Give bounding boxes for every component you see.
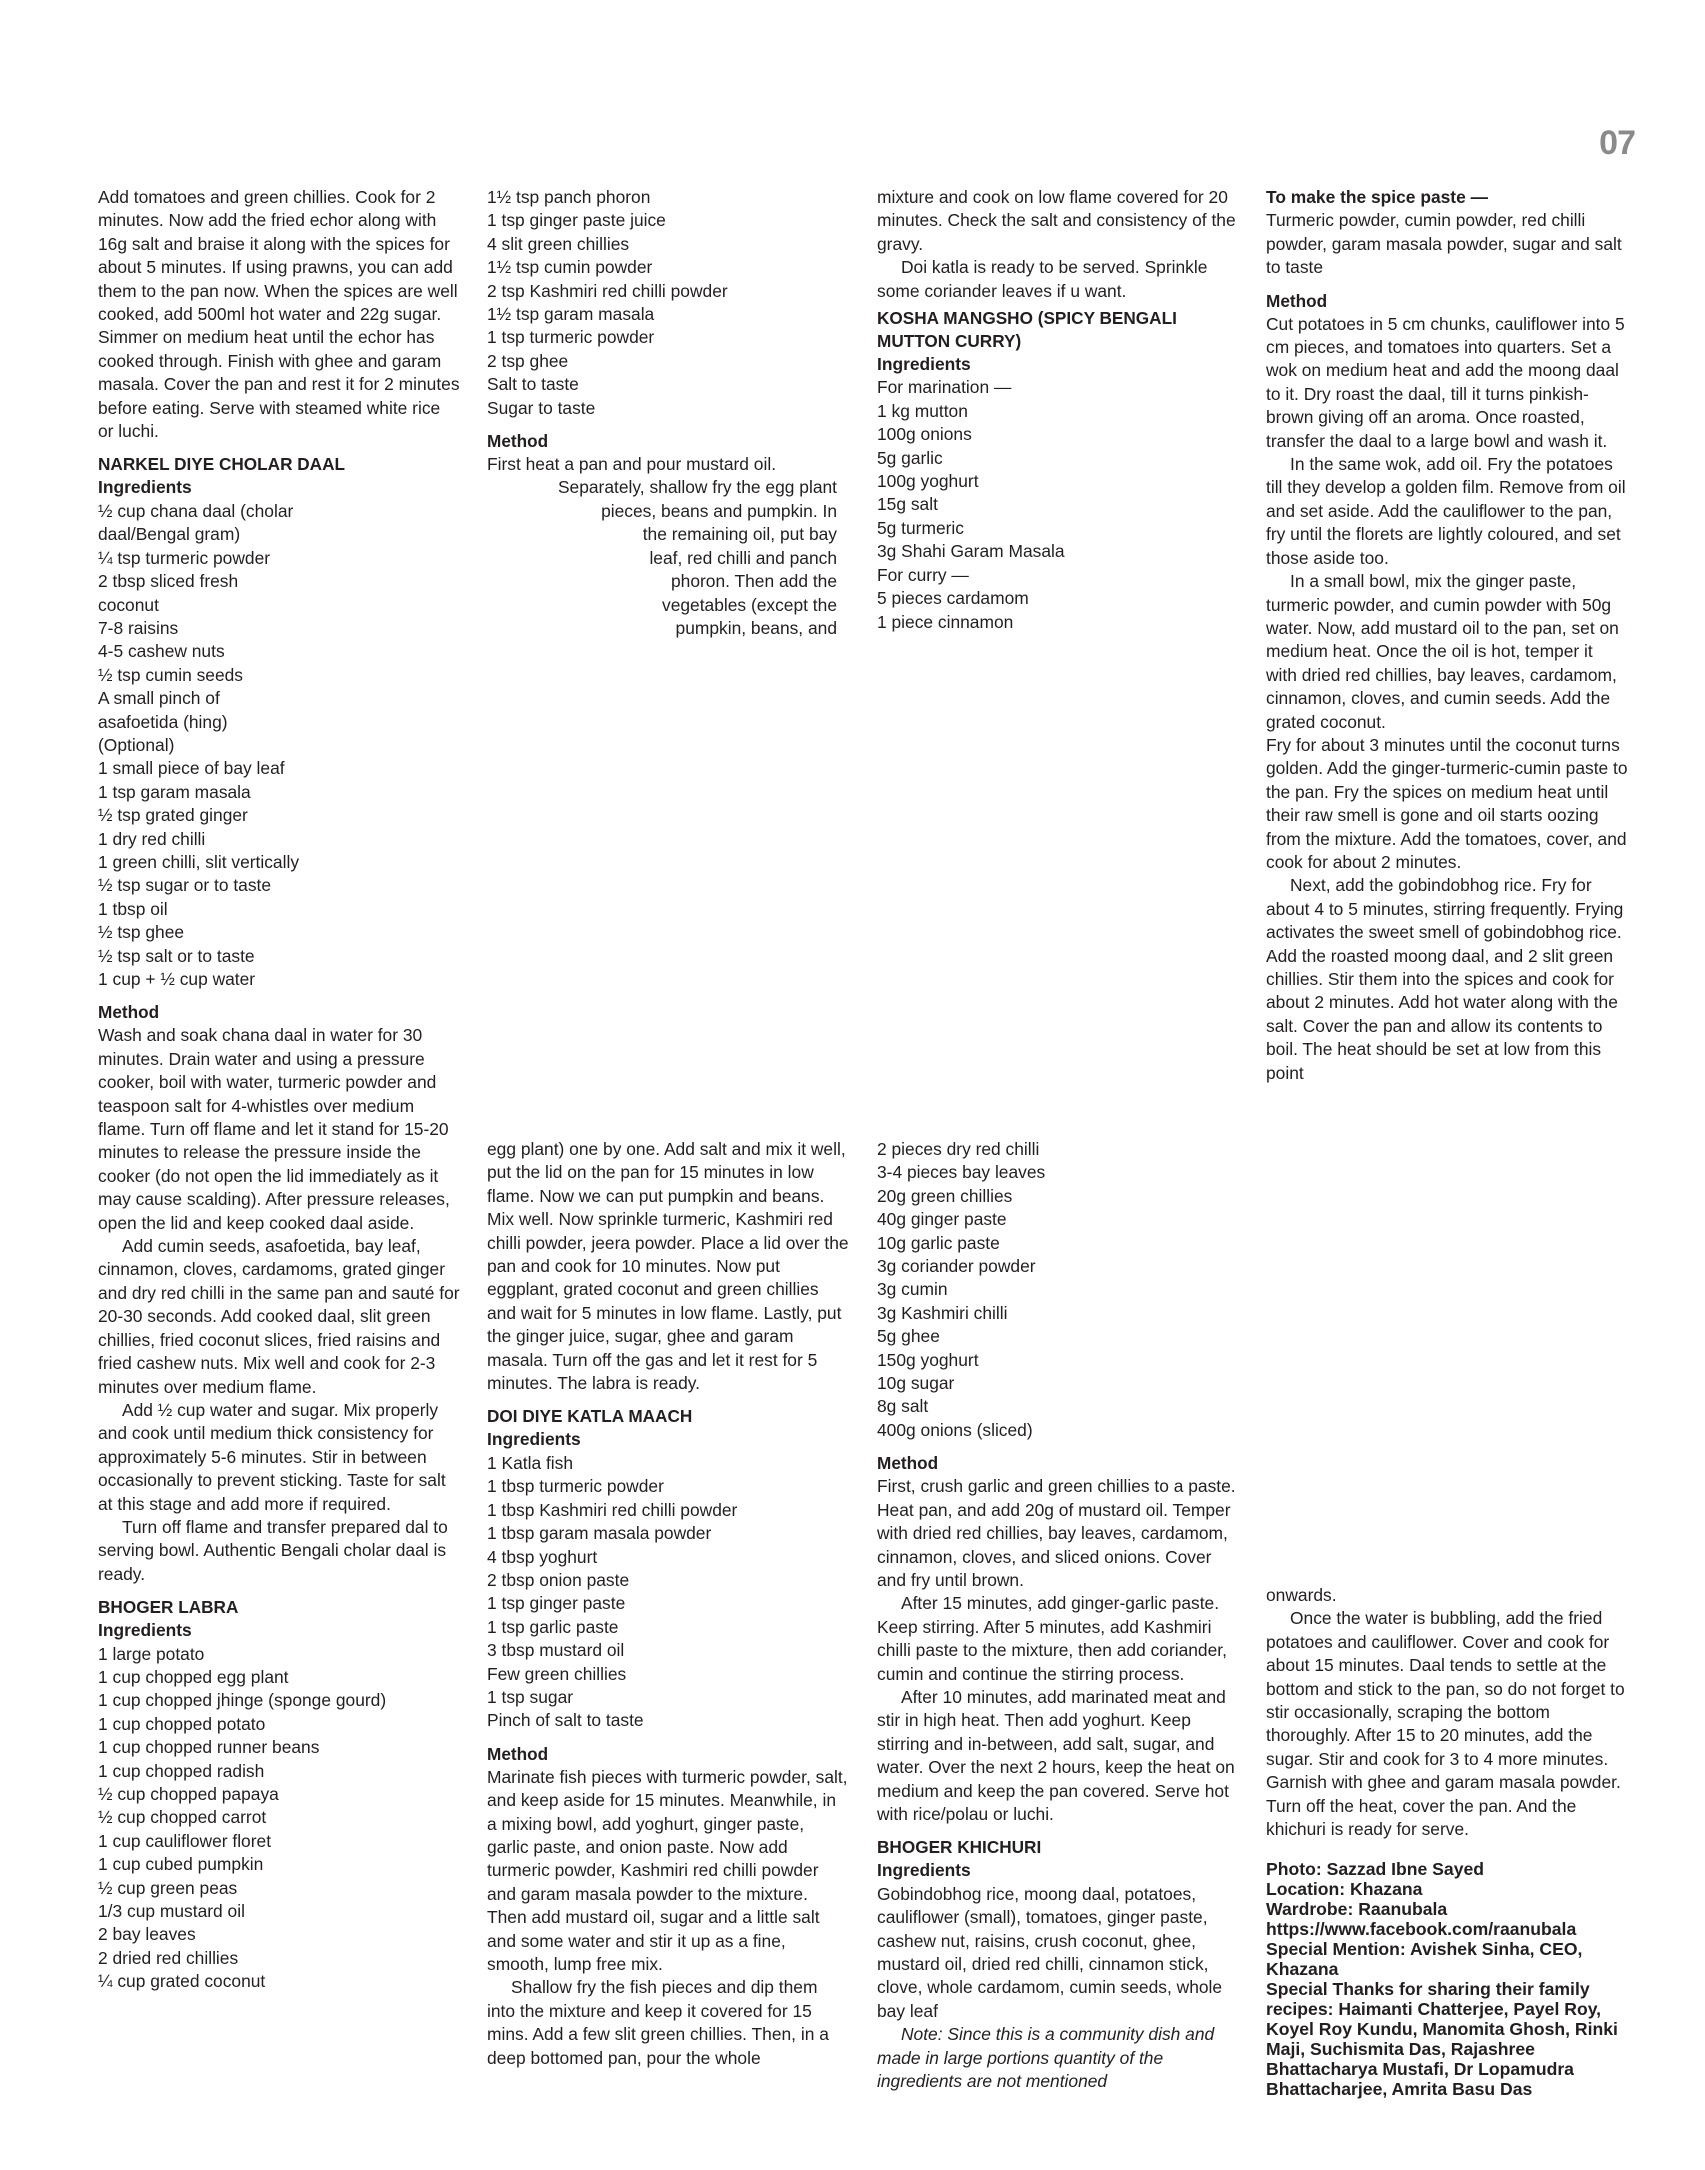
list-item: 2 bay leaves — [98, 1924, 196, 1945]
list-item: 1½ tsp garam masala — [487, 304, 655, 325]
list-item: 10g garlic paste — [877, 1232, 1000, 1253]
list-item: ½ tsp sugar or to taste — [98, 875, 272, 896]
list-item: ½ cup green peas — [98, 1877, 238, 1898]
list-item: ½ cup chopped carrot — [98, 1807, 267, 1828]
list-item: 100g onions — [877, 424, 972, 445]
list-item: Salt to taste — [487, 374, 579, 395]
list-item: For marination — — [877, 377, 1012, 398]
list-item: 1 dry red chilli — [98, 828, 206, 849]
list-item: 2 tbsp onion paste — [487, 1569, 630, 1590]
list-item: 3g Kashmiri chilli — [877, 1302, 1008, 1323]
paragraph: Fry for about 3 minutes until the coconut turns golden. Add the ginger-turmeric-cumin paste to the pan. Fry the spices on medium heat until their raw smell is gone and oil starts oozing from the mixture. Add the tomatoes, cover, and cook for about 2 minutes. — [1266, 734, 1628, 872]
list-item: 1 cup cubed pumpkin — [98, 1854, 264, 1875]
ingredient-list — [877, 376, 1239, 633]
list-item: 2 dried red chillies — [98, 1947, 239, 1968]
list-item: 1 tbsp garam masala powder — [487, 1523, 712, 1544]
list-item: asafoetida (hing) — [98, 711, 228, 732]
ingredients-heading: Ingredients — [98, 477, 192, 498]
spice-paste-heading: To make the spice paste — — [1266, 187, 1488, 207]
list-item: 5g turmeric — [877, 517, 964, 538]
method-heading: Method — [1266, 290, 1328, 311]
list-item: 20g green chillies — [877, 1185, 1013, 1206]
list-item: 1 tbsp Kashmiri red chilli powder — [487, 1499, 738, 1520]
paragraph: Cut potatoes in 5 cm chunks, cauliflower into 5 cm pieces, and tomatoes into quarters. Set a wok on medium heat and add the moong daal to it. Dry roast the daal, till it turns pinkish-brown giving off an aroma. Once roasted, transfer the daal to a large bowl and wash it. — [1266, 313, 1625, 451]
list-item: 1 tsp turmeric powder — [487, 327, 655, 348]
paragraph: Turmeric powder, cumin powder, red chilli powder, garam masala powder, sugar and salt to taste — [1266, 210, 1622, 278]
ingredients-heading: Ingredients — [487, 1429, 581, 1450]
list-item: 4-5 cashew nuts — [98, 641, 225, 662]
column-3-top — [877, 186, 1239, 634]
column-4-bottom — [1266, 1584, 1628, 2099]
list-item: ½ tsp grated ginger — [98, 805, 248, 826]
list-item: 1½ tsp cumin powder — [487, 257, 653, 278]
list-item: 2 tsp ghee — [487, 350, 569, 371]
list-item: ½ cup chana daal (cholar — [98, 500, 294, 521]
credit-line: Location: Khazana — [1266, 1879, 1423, 1900]
recipe-title-labra: BHOGER LABRA — [98, 1597, 239, 1618]
list-item: 1 tbsp oil — [98, 898, 168, 919]
list-item: 2 tbsp sliced fresh — [98, 571, 239, 592]
method-heading: Method — [487, 1743, 549, 1764]
recipe-title-kosha: KOSHA MANGSHO (SPICY BENGALI MUTTON CURRY) — [877, 308, 1177, 352]
list-item: 15g salt — [877, 494, 938, 515]
list-item: 1 tbsp turmeric powder — [487, 1476, 664, 1497]
list-item: 1/3 cup mustard oil — [98, 1901, 245, 1922]
list-item: 2 pieces dry red chilli — [877, 1139, 1040, 1159]
list-item: ¼ cup grated coconut — [98, 1971, 266, 1992]
paragraph: Wash and soak chana daal in water for 30 minutes. Drain water and using a pressure cooker, boil with water, turmeric powder and teaspoon salt for 4-whistles over medium flame. Turn off flame and let it stand for 15-20 minutes to release the pressure inside the cooker (do not open the lid immediately as it may cause scalding). After pressure releases, open the lid and keep cooked daal aside. — [98, 1025, 450, 1233]
list-item: ¼ tsp turmeric powder — [98, 547, 271, 568]
ingredient-list — [877, 1138, 1239, 1442]
paragraph: In the same wok, add oil. Fry the potatoes till they develop a golden film. Remove from oil and set aside. Add the cauliflower to the pan, fry until the florets are lightly coloured, and set those aside too. — [1266, 454, 1626, 568]
list-item: ½ cup chopped papaya — [98, 1784, 279, 1804]
list-item: ½ tsp salt or to taste — [98, 945, 255, 966]
text-line: phoron. Then add the — [671, 571, 837, 592]
list-item: 1 cup chopped potato — [98, 1713, 266, 1734]
column-2-top — [487, 186, 849, 640]
paragraph: After 10 minutes, add marinated meat and stir in high heat. Then add yoghurt. Keep stirring and in-between, add salt, sugar, and water. Over the next 2 hours, keep the heat on medium and keep the pan covered. Serve hot with rice/polau or luchi. — [877, 1686, 1235, 1824]
list-item: 1 tsp garam masala — [98, 781, 251, 802]
text-line: pumpkin, beans, and — [675, 617, 837, 638]
ingredients-heading: Ingredients — [877, 354, 971, 375]
list-item: 3g Shahi Garam Masala — [877, 541, 1065, 562]
list-item: 1 kg mutton — [877, 400, 968, 421]
list-item: 1 cup + ½ cup water — [98, 969, 256, 989]
recipe-title-narkel: NARKEL DIYE CHOLAR DAAL — [98, 454, 345, 475]
list-item: 1 cup chopped jhinge (sponge gourd) — [98, 1690, 387, 1711]
credit-link[interactable]: https://www.facebook.com/raanubala — [1266, 1919, 1577, 1940]
paragraph: Marinate fish pieces with turmeric powder, salt, and keep aside for 15 minutes. Meanwhile, in a mixing bowl, add yoghurt, ginger paste, garlic paste, and onion paste. Now add turmeric powder, Kashmiri red chilli powder and garam masala powder to the mixture. Then add mustard oil, sugar and a little salt and some water and stir it up as a fine, smooth, lump free mix. — [487, 1766, 848, 1974]
list-item: Sugar to taste — [487, 397, 596, 418]
list-item: 1 tsp ginger paste juice — [487, 210, 666, 231]
list-item: (Optional) — [98, 734, 175, 755]
list-item: 400g onions (sliced) — [877, 1419, 1033, 1440]
list-item: 1 small piece of bay leaf — [98, 758, 285, 779]
paragraph: Once the water is bubbling, add the fried potatoes and cauliflower. Cover and cook for about 15 minutes. Daal tends to settle at the bottom and stick to the pan, so do not forget to stir occasionally, scraping the bottom thoroughly. After 15 to 20 minutes, add the sugar. Stir and cook for 3 to 4 more minutes. Garnish with ghee and garam masala powder. Turn off the heat, cover the pan. And the khichuri is ready for serve. — [1266, 1608, 1625, 1840]
text-line: the remaining oil, put bay — [642, 524, 837, 545]
list-item: 1 tsp ginger paste — [487, 1593, 626, 1614]
photo-credits — [1266, 1859, 1628, 2099]
list-item: 1 green chilli, slit vertically — [98, 851, 300, 872]
list-item: 3 tbsp mustard oil — [487, 1640, 625, 1661]
list-item: 5g ghee — [877, 1326, 940, 1347]
column-3-bottom — [877, 1138, 1239, 2093]
wrapped-paragraph — [487, 476, 837, 640]
credit-line: Special Thanks for sharing their family recipes: Haimanti Chatterjee, Payel Roy, Koyel Roy Kundu, Manomita Ghosh, Rinki Maji, Suchismita Das, Rajashree Bhattacharya Mustafi, Dr Lopamudra Bhattacharjee, Amrita Basu Das — [1266, 1979, 1618, 2100]
recipe-title-khichuri: BHOGER KHICHURI — [877, 1837, 1042, 1858]
note: Note: Since this is a community dish and made in large portions quantity of the ingredients are not mentioned — [877, 2024, 1215, 2092]
paragraph: After 15 minutes, add ginger-garlic paste. Keep stirring. After 5 minutes, add Kashmiri chilli paste to the mixture, then add coriander, cumin and continue the stirring process. — [877, 1593, 1227, 1684]
list-item: 2 tsp Kashmiri red chilli powder — [487, 280, 728, 301]
list-item: For curry — — [877, 564, 969, 585]
method-heading: Method — [487, 431, 549, 452]
page-number: 07 — [1599, 124, 1635, 162]
column-4-top — [1266, 186, 1628, 1085]
credit-line: Wardrobe: Raanubala — [1266, 1899, 1448, 1920]
list-item: 1 piece cinnamon — [877, 611, 1014, 632]
list-item: A small pinch of — [98, 688, 220, 709]
recipe-title-katla: DOI DIYE KATLA MAACH — [487, 1406, 693, 1427]
text-line: leaf, red chilli and panch — [649, 547, 837, 568]
list-item: 3g cumin — [877, 1279, 948, 1300]
list-item: 1 cup chopped egg plant — [98, 1666, 289, 1687]
list-item: 1 cup cauliflower floret — [98, 1830, 272, 1851]
list-item: 8g salt — [877, 1396, 929, 1417]
text-line: vegetables (except the — [662, 594, 837, 615]
paragraph: In a small bowl, mix the ginger paste, turmeric powder, and cumin powder with 50g water. Now, add mustard oil to the pan, set on medium heat. Once the oil is hot, temper it with dried red chillies, bay leaves, cardamom, cinnamon, cloves, and cumin seeds. Add the grated coconut. — [1266, 571, 1619, 732]
list-item: 5 pieces cardamom — [877, 588, 1029, 609]
list-item: 1 tsp garlic paste — [487, 1616, 619, 1637]
credit-line: Special Mention: Avishek Sinha, CEO, Khazana — [1266, 1939, 1583, 1980]
paragraph: egg plant) one by one. Add salt and mix it well, put the lid on the pan for 15 minutes in low flame. Now we can put pumpkin and beans. Mix well. Now sprinkle turmeric, Kashmiri red chilli powder, jeera powder. Place a lid over the pan and cook for 10 minutes. Now put eggplant, grated coconut and green chillies and wait for 5 minutes in low flame. Lastly, put the ginger juice, sugar, ghee and garam masala. Turn off the gas and let it rest for 5 minutes. The labra is ready. — [487, 1139, 849, 1394]
list-item: 1 cup chopped runner beans — [98, 1737, 320, 1758]
list-item: 4 tbsp yoghurt — [487, 1546, 598, 1567]
ingredient-list — [98, 1643, 460, 1994]
list-item: coconut — [98, 594, 159, 615]
list-item: 5g garlic — [877, 447, 943, 468]
text-line: pieces, beans and pumpkin. In — [601, 500, 837, 521]
list-item: 3-4 pieces bay leaves — [877, 1162, 1046, 1183]
list-item: 10g sugar — [877, 1373, 955, 1394]
ingredient-list — [487, 1452, 849, 1733]
list-item: 100g yoghurt — [877, 471, 979, 492]
credit-line: Photo: Sazzad Ibne Sayed — [1266, 1859, 1485, 1880]
column-2-bottom — [487, 1138, 849, 2070]
ingredients-heading: Ingredients — [877, 1860, 971, 1881]
column-1 — [98, 186, 460, 1994]
list-item: ½ tsp cumin seeds — [98, 664, 243, 685]
paragraph: onwards. — [1266, 1585, 1337, 1605]
list-item: 1½ tsp panch phoron — [487, 187, 651, 207]
list-item: 150g yoghurt — [877, 1349, 979, 1370]
list-item: 40g ginger paste — [877, 1209, 1007, 1230]
list-item: 3g coriander powder — [877, 1256, 1036, 1277]
paragraph: Doi katla is ready to be served. Sprinkle some coriander leaves if u want. — [877, 257, 1208, 301]
paragraph: Next, add the gobindobhog rice. Fry for about 4 to 5 minutes, stirring frequently. Frying activates the sweet smell of gobindobhog rice. Add the roasted moong daal, and 2 slit green chillies. Stir them into the spices and cook for about 2 minutes. Add hot water along with the salt. Cover the pan and allow its contents to boil. The heat should be set at low from this point — [1266, 875, 1624, 1083]
list-item: 1 tsp sugar — [487, 1686, 574, 1707]
paragraph: First, crush garlic and green chillies to a paste. Heat pan, and add 20g of mustard oil. Temper with dried red chillies, bay leaves, cardamom, cinnamon, cloves, and sliced onions. Cover and fry until brown. — [877, 1476, 1236, 1590]
list-item: daal/Bengal gram) — [98, 524, 241, 545]
paragraph: First heat a pan and pour mustard oil. — [487, 454, 777, 475]
ingredient-list — [487, 186, 849, 420]
list-item: 4 slit green chillies — [487, 233, 630, 254]
list-item: 1 cup chopped radish — [98, 1760, 265, 1781]
paragraph: Add ½ cup water and sugar. Mix properly and cook until medium thick consistency for approximately 5-6 minutes. Stir in between occasionally to prevent sticking. Taste for salt at this stage and add more if required. — [98, 1399, 446, 1514]
paragraph: Add cumin seeds, asafoetida, bay leaf, cinnamon, cloves, cardamoms, grated ginger and dry red chilli in the same pan and sauté for 20-30 seconds. Add cooked daal, slit green chillies, fried coconut slices, fried raisins and fried cashew nuts. Mix well and cook for 2-3 minutes over medium flame. — [98, 1236, 460, 1397]
paragraph: Gobindobhog rice, moong daal, potatoes, cauliflower (small), tomatoes, ginger paste, cashew nut, raisins, crush coconut, ghee, mustard oil, dried red chilli, cinnamon stick, clove, whole cardamom, cumin seeds, whole bay leaf — [877, 1883, 1223, 2021]
paragraph: Add tomatoes and green chillies. Cook for 2 minutes. Now add the fried echor along with 16g salt and braise it along with the spices for about 5 minutes. If using prawns, you can add them to the pan now. When the spices are well cooked, add 500ml hot water and 22g sugar. Simmer on medium heat until the echor has cooked through. Finish with ghee and garam masala. Cover the pan and rest it for 2 minutes before eating. Serve with steamed white rice or luchi. — [98, 187, 460, 442]
list-item: Few green chillies — [487, 1663, 627, 1684]
list-item: 1 large potato — [98, 1643, 205, 1664]
list-item: ½ tsp ghee — [98, 922, 185, 943]
paragraph: mixture and cook on low flame covered for 20 minutes. Check the salt and consistency of the gravy. — [877, 187, 1236, 254]
method-heading: Method — [877, 1453, 939, 1474]
paragraph: Shallow fry the fish pieces and dip them into the mixture and keep it covered for 15 mins. Add a few slit green chillies. Then, in a deep bottomed pan, pour the whole — [487, 1977, 829, 2068]
ingredients-heading: Ingredients — [98, 1620, 192, 1641]
ingredient-list — [98, 500, 460, 992]
list-item: 1 Katla fish — [487, 1452, 574, 1473]
paragraph: Turn off flame and transfer prepared dal to serving bowl. Authentic Bengali cholar daal is ready. — [98, 1516, 448, 1584]
method-heading: Method — [98, 1002, 160, 1023]
text-line: Separately, shallow fry the egg plant — [557, 477, 837, 498]
list-item: 7-8 raisins — [98, 617, 179, 638]
list-item: Pinch of salt to taste — [487, 1710, 644, 1731]
